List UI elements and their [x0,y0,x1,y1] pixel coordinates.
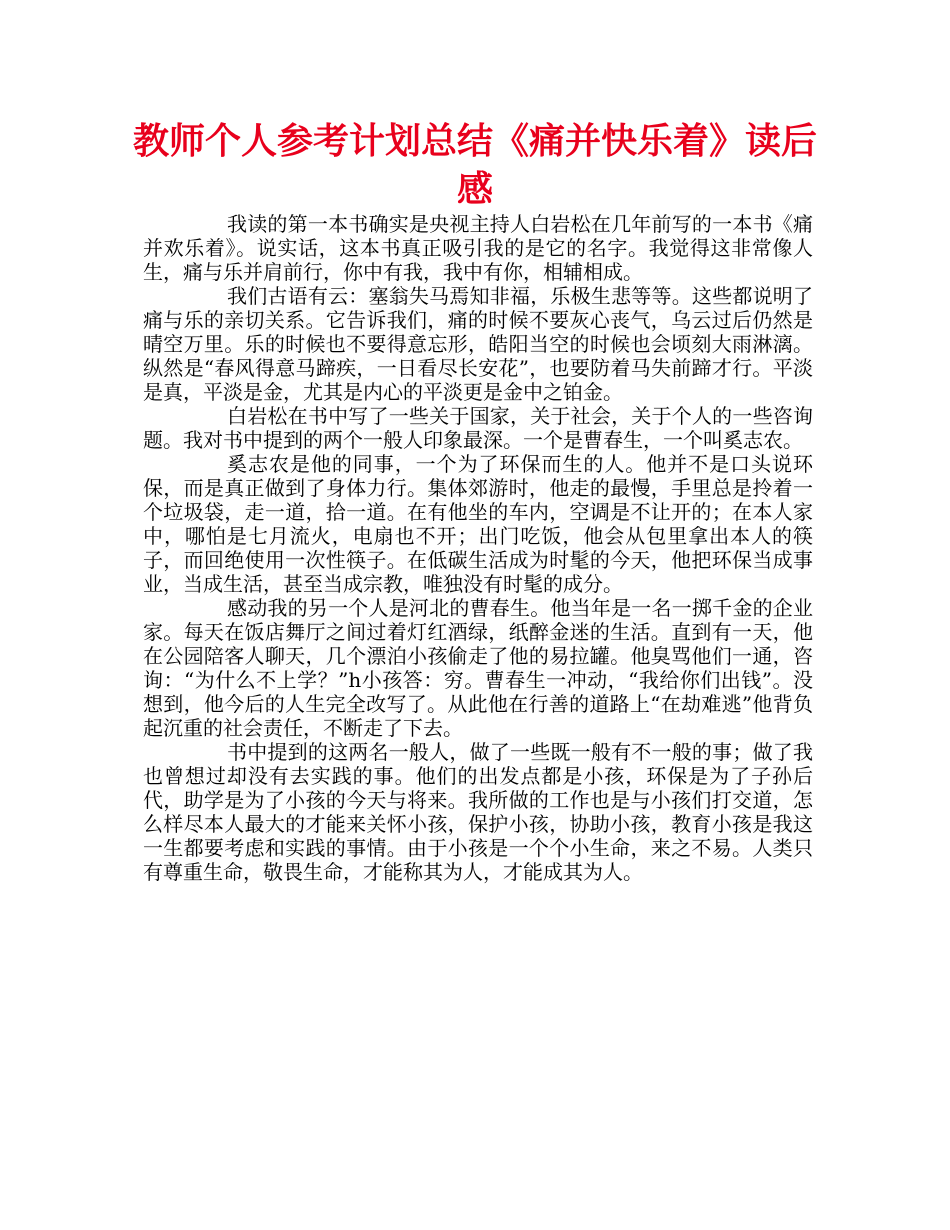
document-body [143,212,813,884]
paragraph: 感动我的另一个人是河北的曹春生。他当年是一名一掷千金的企业家。每天在饭店舞厅之间过着灯红酒绿，纸醉金迷的生活。直到有一天，他在公园陪客人聊天，几个漂泊小孩偷走了他的易拉罐。他臭骂他们一通，咨询：“为什么不上学？”h小孩答：穷。曹春生一冲动，“我给你们出钱”。没想到，他今后的人生完全改写了。从此他在行善的道路上“在劫难逃”他背负起沉重的社会责任，不断走了下去。 [143,596,813,740]
paragraph: 奚志农是他的同事，一个为了环保而生的人。他并不是口头说环保，而是真正做到了身体力行。集体郊游时，他走的最慢，手里总是拎着一个垃圾袋，走一道，拾一道。在有他坐的车内，空调是不让开的；在本人家中，哪怕是七月流火，电扇也不开；出门吃饭，他会从包里拿出本人的筷子，而回绝使用一次性筷子。在低碳生活成为时髦的今天，他把环保当成事业，当成生活，甚至当成宗教，唯独没有时髦的成分。 [143,452,813,596]
document-title: 教师个人参考计划总结《痛并快乐着》读后感 [132,121,817,210]
paragraph: 我们古语有云：塞翁失马焉知非福，乐极生悲等等。这些都说明了痛与乐的亲切关系。它告诉我们，痛的时候不要灰心丧气，乌云过后仍然是晴空万里。乐的时候也不要得意忘形，皓阳当空的时候也会顷刻大雨淋漓。纵然是“春风得意马蹄疾，一日看尽长安花”，也要防着马失前蹄才行。平淡是真，平淡是金，尤其是内心的平淡更是金中之铂金。 [143,284,813,404]
paragraph: 我读的第一本书确实是央视主持人白岩松在几年前写的一本书《痛并欢乐着》。说实话，这本书真正吸引我的是它的名字。我觉得这非常像人生，痛与乐并肩前行，你中有我，我中有你，相辅相成。 [143,212,813,284]
paragraph: 白岩松在书中写了一些关于国家，关于社会，关于个人的一些咨询题。我对书中提到的两个一般人印象最深。一个是曹春生，一个叫奚志农。 [143,404,813,452]
paragraph: 书中提到的这两名一般人，做了一些既一般有不一般的事；做了我也曾想过却没有去实践的事。他们的出发点都是小孩，环保是为了子孙后代，助学是为了小孩的今天与将来。我所做的工作也是与小孩们打交道，怎么样尽本人最大的才能来关怀小孩，保护小孩，协助小孩，教育小孩是我这一生都要考虑和实践的事情。由于小孩是一个个小生命，来之不易。人类只有尊重生命，敬畏生命，才能称其为人，才能成其为人。 [143,740,813,884]
